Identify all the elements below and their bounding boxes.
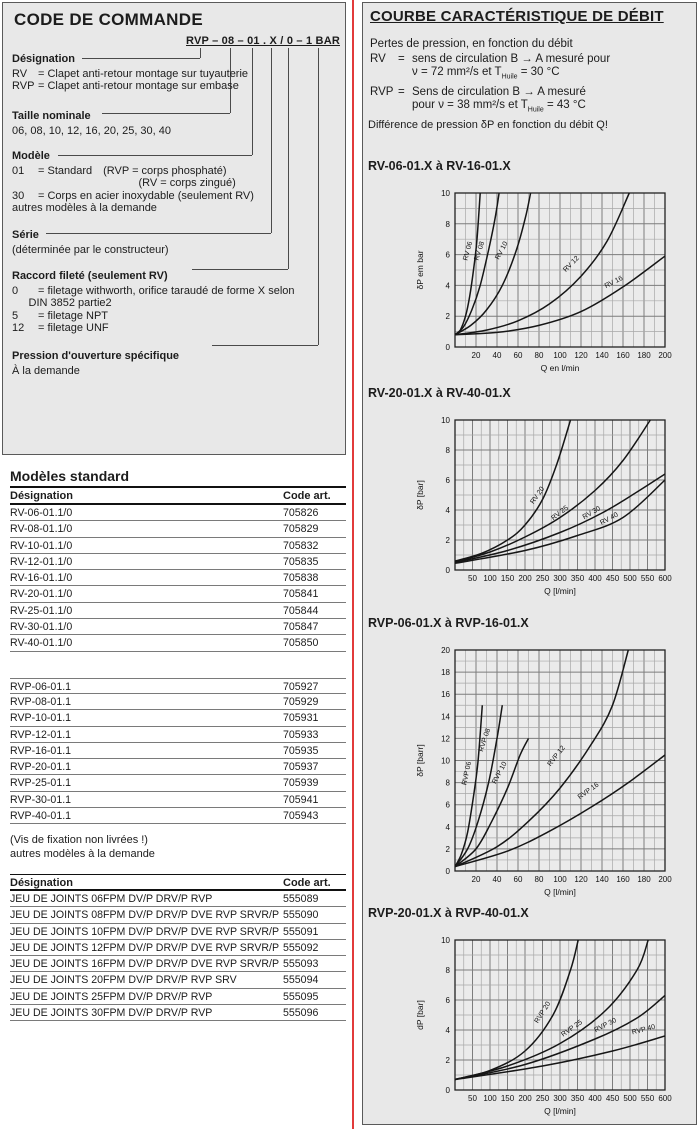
- x-tick-label: 100: [483, 1094, 497, 1103]
- table-row: [10, 808, 346, 824]
- section-row-text: = filetage NPT: [38, 309, 109, 322]
- connector-vertical-line: [318, 48, 319, 345]
- table-cell-designation: JEU DE JOINTS 10FPM DV/P DRV/P DVE RVP SRVR/P: [10, 925, 280, 938]
- section-row: [12, 297, 112, 309]
- y-tick-label: 2: [445, 844, 450, 854]
- y-tick-label: 20: [441, 646, 450, 655]
- section-row-text: = Corps en acier inoxydable (seulement RV): [38, 189, 254, 202]
- section-row-text: = Clapet anti-retour montage sur tuyauterie: [38, 68, 249, 80]
- y-tick-label: 8: [445, 219, 450, 229]
- x-tick-label: 140: [595, 351, 609, 360]
- table-cell-designation: RVP-06-01.1: [10, 680, 72, 693]
- x-tick-label: 150: [500, 1094, 515, 1103]
- table-cell-designation: RV-25-01.1/0: [10, 604, 73, 617]
- section-row: [12, 125, 171, 137]
- section-row-text: = filetage UNF: [38, 322, 109, 335]
- x-tick-label: 40: [492, 351, 502, 360]
- y-tick-label: 6: [445, 250, 450, 260]
- y-tick-label: 4: [445, 281, 450, 291]
- table-cell-code: 555090: [283, 909, 319, 922]
- x-tick-label: 300: [553, 1094, 567, 1103]
- table-row: [10, 940, 346, 956]
- curve-label: RV 12: [562, 255, 581, 274]
- flow-def-line2: [412, 66, 560, 80]
- x-tick-label: 120: [574, 875, 588, 884]
- table-note-line: (Vis de fixation non livrées !): [10, 834, 148, 847]
- y-tick-label: 0: [445, 1086, 450, 1095]
- table-cell-code: 705941: [283, 793, 319, 806]
- table-cell-designation: RVP-12-01.1: [10, 728, 72, 741]
- table-cell-code: 555092: [283, 941, 319, 954]
- y-tick-label: 0: [445, 343, 450, 352]
- x-tick-label: 100: [553, 351, 567, 360]
- y-tick-label: 10: [441, 189, 450, 198]
- table-row: [10, 727, 346, 743]
- curve-label: RV 20: [529, 485, 547, 506]
- x-tick-label: 400: [588, 574, 602, 583]
- curve-label: RV 40: [599, 511, 620, 527]
- x-tick-label: 350: [570, 1094, 585, 1103]
- y-tick-label: 6: [445, 800, 450, 810]
- x-tick-label: 160: [616, 351, 630, 360]
- y-tick-label: 0: [445, 566, 450, 575]
- table-row: [10, 710, 346, 726]
- huile-subscript: Huile: [501, 73, 518, 81]
- curve-label: RVP 12: [546, 744, 567, 768]
- y-tick-label: 10: [441, 416, 450, 425]
- y-tick-label: 8: [445, 446, 450, 455]
- table-cell-code: 705835: [283, 555, 319, 568]
- table-cell-code: 705933: [283, 728, 319, 741]
- y-tick-label: 4: [445, 1026, 450, 1035]
- table-cell-code: 705838: [283, 572, 319, 585]
- table-row: [10, 521, 346, 537]
- curve-label: RVP 10: [491, 760, 509, 786]
- huile-subscript: Huile: [527, 106, 544, 114]
- table-row: [10, 505, 346, 521]
- models-col-code: Code art.: [283, 490, 331, 502]
- table-cell-code: 705829: [283, 523, 319, 536]
- connector-horizontal-line: [46, 233, 271, 234]
- section-row-text: 06, 08, 10, 12, 16, 20, 25, 30, 40: [12, 125, 172, 137]
- x-axis-label: Q [l/min]: [544, 1106, 576, 1116]
- section-row: [12, 365, 80, 377]
- section-heading: Taille nominale: [12, 110, 91, 122]
- x-tick-label: 300: [553, 574, 567, 583]
- table-cell-designation: RVP-20-01.1: [10, 761, 72, 774]
- table-cell-designation: RV-08-01.1/0: [10, 523, 73, 536]
- connector-horizontal-line: [102, 113, 230, 114]
- table-group-gap: [10, 652, 346, 678]
- table-row: [10, 759, 346, 775]
- table-cell-designation: JEU DE JOINTS 16FPM DV/P DRV/P DVE RVP SRVR/P: [10, 958, 280, 971]
- section-row-text: DIN 3852 partie2: [12, 297, 112, 310]
- chart-title: RVP-20-01.X à RVP-40-01.X: [368, 906, 529, 920]
- y-tick-label: 4: [445, 506, 450, 515]
- x-axis-label: Q en l/min: [540, 363, 580, 373]
- table-cell-designation: RV-12-01.1/0: [10, 555, 73, 568]
- table-row: [10, 924, 346, 940]
- table-row: [10, 891, 346, 907]
- table-cell-code: 705844: [283, 604, 319, 617]
- column-divider-line: [352, 0, 354, 1129]
- chart-title: RVP-06-01.X à RVP-16-01.X: [368, 616, 529, 630]
- table-cell-designation: RVP-10-01.1: [10, 712, 72, 725]
- x-tick-label: 50: [468, 1094, 477, 1103]
- section-row-text: = Standard (RVP = corps phosphaté): [38, 165, 227, 177]
- table-cell-designation: RV-10-01.1/0: [10, 539, 73, 552]
- x-tick-label: 550: [640, 1094, 655, 1103]
- section-row-text: (RV = corps zingué): [12, 177, 236, 190]
- section-row-text: = filetage withworth, orifice taraudé de forme X selon: [38, 285, 295, 297]
- section-row: [12, 190, 254, 202]
- x-tick-label: 500: [623, 574, 637, 583]
- x-tick-label: 120: [574, 351, 588, 360]
- table-cell-code: 705931: [283, 712, 319, 725]
- y-tick-label: 10: [441, 756, 450, 766]
- table-cell-code: 705935: [283, 744, 319, 757]
- section-heading: Modèle: [12, 150, 50, 162]
- seal-kits-table: [10, 874, 346, 1021]
- table-row: [10, 538, 346, 554]
- x-tick-label: 50: [468, 574, 477, 583]
- table-row: [10, 635, 346, 651]
- table-row: [10, 956, 346, 972]
- section-heading: Désignation: [12, 53, 75, 65]
- x-tick-label: 20: [471, 875, 481, 884]
- flow-def-equals: =: [398, 53, 405, 65]
- x-tick-label: 180: [637, 875, 651, 884]
- curve-label: RVP 20: [533, 1000, 553, 1025]
- models-rows-rv: [10, 505, 346, 652]
- curve-label: RVP 30: [593, 1017, 618, 1035]
- chart-svg-4: [411, 934, 681, 1126]
- section-row-code: RVP: [12, 80, 35, 93]
- flow-def-line1: Sens de circulation B → A mesuré: [412, 86, 586, 98]
- connector-horizontal-line: [58, 155, 252, 156]
- section-heading: Série: [12, 229, 39, 241]
- section-heading: Raccord fileté (seulement RV): [12, 270, 168, 282]
- table-row: [10, 972, 346, 988]
- curve-label: RV 10: [494, 240, 510, 261]
- table-row: [10, 586, 346, 602]
- table-row: [10, 743, 346, 759]
- section-row-code: RV: [12, 68, 28, 80]
- table-cell-code: 555095: [283, 990, 319, 1003]
- table-cell-code: 705929: [283, 695, 319, 708]
- section-row: [12, 202, 157, 214]
- y-tick-label: 10: [441, 936, 450, 945]
- table-cell-code: 705847: [283, 621, 319, 634]
- table-cell-code: 705937: [283, 761, 319, 774]
- y-tick-label: 16: [441, 690, 450, 700]
- section-row-code: 5: [12, 309, 19, 322]
- section-row-code: 12: [12, 322, 25, 335]
- x-tick-label: 140: [595, 875, 609, 884]
- x-tick-label: 500: [623, 1094, 637, 1103]
- connector-vertical-line: [252, 48, 253, 155]
- x-tick-label: 600: [658, 574, 672, 583]
- connector-horizontal-line: [82, 58, 200, 59]
- chart-svg-1: [411, 187, 679, 385]
- section-row-text: autres modèles à la demande: [12, 202, 157, 215]
- table-cell-code: 705826: [283, 507, 319, 519]
- table-row: [10, 989, 346, 1005]
- curve-label: RV 16: [603, 275, 625, 291]
- x-tick-label: 180: [637, 351, 651, 360]
- connector-vertical-line: [271, 48, 272, 233]
- x-tick-label: 550: [640, 574, 655, 583]
- models-table-notes: [10, 833, 346, 861]
- section-row-text: = Clapet anti-retour montage sur embase: [38, 80, 239, 93]
- x-tick-label: 200: [658, 351, 672, 360]
- section-row: [12, 310, 108, 322]
- y-axis-label: δP [bar]: [415, 480, 425, 510]
- connector-horizontal-line: [192, 269, 288, 270]
- x-tick-label: 250: [535, 1094, 550, 1103]
- table-row: [10, 907, 346, 923]
- y-tick-label: 2: [445, 536, 450, 545]
- table-cell-code: 705943: [283, 810, 319, 823]
- right-panel-title: COURBE CARACTÉRISTIQUE DE DÉBIT: [370, 8, 664, 25]
- section-row: [12, 165, 227, 177]
- section-row: [12, 80, 239, 92]
- x-tick-label: 200: [518, 1094, 532, 1103]
- y-tick-label: 4: [445, 822, 450, 832]
- x-tick-label: 400: [588, 1094, 602, 1103]
- flow-note: Différence de pression δP en fonction du débit Q!: [368, 119, 608, 131]
- table-row: [10, 603, 346, 619]
- x-axis-label: Q [l/min]: [544, 586, 576, 596]
- connector-vertical-line: [200, 48, 201, 58]
- flow-def-line2: [412, 99, 586, 113]
- table-cell-designation: JEU DE JOINTS 20FPM DV/P DRV/P RVP SRV: [10, 974, 237, 987]
- curve-label: RV 30: [581, 505, 602, 522]
- x-tick-label: 200: [518, 574, 532, 583]
- x-tick-label: 600: [658, 1094, 672, 1103]
- y-tick-label: 2: [445, 1056, 450, 1065]
- flow-def-line2a: pour ν = 38 mm²/s et T: [412, 99, 528, 111]
- models-col-designation: Désignation: [10, 490, 73, 502]
- table-cell-code: 705927: [283, 680, 319, 693]
- table-cell-designation: RVP-25-01.1: [10, 777, 72, 790]
- y-tick-label: 6: [445, 476, 450, 485]
- section-row-code: 0: [12, 285, 19, 297]
- curve-label: RV 08: [473, 240, 487, 262]
- table-cell-code: 555094: [283, 974, 319, 987]
- table-cell-code: 555091: [283, 925, 319, 938]
- chart-svg-2: [411, 414, 681, 606]
- curve-label: RVP 08: [478, 727, 493, 753]
- table-note-line: autres modèles à la demande: [10, 848, 155, 861]
- table-cell-designation: JEU DE JOINTS 08FPM DV/P DRV/P DVE RVP SRVR/P: [10, 909, 280, 922]
- table-cell-designation: RV-20-01.1/0: [10, 588, 73, 601]
- x-tick-label: 350: [570, 574, 585, 583]
- flow-def-equals: =: [398, 86, 405, 98]
- x-tick-label: 60: [513, 351, 523, 360]
- table-row: [10, 570, 346, 586]
- models-table-header: [10, 488, 346, 505]
- connector-vertical-line: [288, 48, 289, 269]
- flow-def-line2b: = 43 °C: [543, 99, 586, 111]
- x-tick-label: 450: [605, 574, 620, 583]
- seals-col-code: Code art.: [283, 877, 331, 889]
- section-row-code: 01: [12, 165, 25, 177]
- section-row: [12, 68, 248, 80]
- seals-col-designation: Désignation: [10, 877, 73, 889]
- x-tick-label: 80: [534, 875, 544, 884]
- table-cell-code: 555093: [283, 958, 319, 971]
- flow-def-term: RVP: [370, 86, 394, 98]
- curve-label: RVP 06: [461, 761, 474, 786]
- table-row: [10, 775, 346, 791]
- y-axis-label: δP [barr]: [415, 744, 425, 777]
- x-tick-label: 160: [616, 875, 630, 884]
- x-tick-label: 450: [605, 1094, 620, 1103]
- table-cell-code: 705841: [283, 588, 319, 601]
- curve-label: RV 06: [462, 240, 475, 262]
- table-cell-designation: JEU DE JOINTS 25FPM DV/P DRV/P RVP: [10, 990, 213, 1003]
- x-tick-label: 100: [553, 875, 567, 884]
- table-cell-designation: RVP-30-01.1: [10, 793, 72, 806]
- curve-label: RVP 40: [631, 1023, 657, 1037]
- section-row-code: 30: [12, 189, 25, 202]
- section-row-text: À la demande: [12, 365, 80, 377]
- table-row: [10, 678, 346, 694]
- table-cell-code: 705832: [283, 539, 319, 552]
- table-cell-code: 705939: [283, 777, 319, 790]
- table-row: [10, 694, 346, 710]
- table-cell-code: 705850: [283, 637, 319, 650]
- chart-title: RV-20-01.X à RV-40-01.X: [368, 386, 511, 400]
- curve-label: RVP 16: [576, 781, 601, 802]
- y-tick-label: 18: [441, 668, 450, 678]
- seals-rows: [10, 891, 346, 1021]
- x-tick-label: 80: [534, 351, 544, 360]
- x-tick-label: 200: [658, 875, 672, 884]
- table-cell-designation: RV-16-01.1/0: [10, 572, 73, 585]
- y-axis-label: δP em bar: [415, 250, 425, 290]
- curve-label: RV 25: [550, 504, 570, 523]
- table-cell-designation: RV-40-01.1/0: [10, 637, 73, 650]
- y-tick-label: 14: [441, 712, 450, 722]
- table-cell-designation: JEU DE JOINTS 30FPM DV/P DRV/P RVP: [10, 1007, 213, 1020]
- connector-horizontal-line: [212, 345, 318, 346]
- table-cell-designation: JEU DE JOINTS 06FPM DV/P DRV/P RVP: [10, 893, 213, 905]
- section-heading: Pression d'ouverture spécifique: [12, 350, 180, 362]
- x-tick-label: 100: [483, 574, 497, 583]
- y-axis-label: dP [bar]: [415, 1000, 425, 1030]
- flow-intro: Pertes de pression, en fonction du débit: [370, 38, 573, 50]
- table-cell-designation: RVP-40-01.1: [10, 810, 72, 823]
- x-tick-label: 40: [492, 875, 502, 884]
- x-axis-label: Q [l/min]: [544, 887, 576, 897]
- x-tick-label: 20: [471, 351, 481, 360]
- standard-models-table: [10, 468, 346, 861]
- flow-def-term: RV: [370, 53, 386, 65]
- table-row: [10, 1005, 346, 1021]
- curve-label: RVP 25: [560, 1019, 584, 1039]
- y-tick-label: 8: [445, 966, 450, 975]
- x-tick-label: 150: [500, 574, 515, 583]
- table-cell-designation: RV-30-01.1/0: [10, 621, 73, 634]
- table-cell-designation: RV-06-01.1/0: [10, 507, 73, 519]
- table-cell-designation: RVP-16-01.1: [10, 744, 72, 757]
- y-tick-label: 6: [445, 996, 450, 1005]
- table-row: [10, 554, 346, 570]
- left-panel-title: CODE DE COMMANDE: [14, 10, 203, 29]
- table-cell-designation: RVP-08-01.1: [10, 695, 72, 708]
- table-row: [10, 619, 346, 635]
- section-row-text: (déterminée par le constructeur): [12, 244, 169, 256]
- section-row: [12, 244, 169, 256]
- y-tick-label: 2: [445, 312, 450, 322]
- flow-def-line2b: = 30 °C: [517, 66, 560, 78]
- section-row: [12, 177, 236, 189]
- table-cell-code: 555096: [283, 1007, 319, 1020]
- section-row: [12, 285, 295, 297]
- flow-def-line2a: ν = 72 mm²/s et T: [412, 66, 502, 78]
- order-code: RVP – 08 – 01 . X / 0 – 1 BAR: [186, 35, 340, 47]
- y-tick-label: 12: [441, 734, 450, 744]
- models-table-heading: Modèles standard: [10, 468, 346, 488]
- seals-table-header: [10, 874, 346, 891]
- models-rows-rvp: [10, 678, 346, 825]
- y-tick-label: 0: [445, 867, 450, 876]
- chart-title: RV-06-01.X à RV-16-01.X: [368, 159, 511, 173]
- x-tick-label: 250: [535, 574, 550, 583]
- x-tick-label: 60: [513, 875, 523, 884]
- chart-svg-3: [411, 644, 679, 907]
- table-cell-designation: JEU DE JOINTS 12FPM DV/P DRV/P DVE RVP SRVR/P: [10, 941, 280, 954]
- flow-def-line1: sens de circulation B → A mesuré pour: [412, 53, 611, 65]
- section-row: [12, 322, 109, 334]
- table-row: [10, 792, 346, 808]
- y-tick-label: 8: [445, 778, 450, 788]
- table-cell-code: 555089: [283, 893, 319, 905]
